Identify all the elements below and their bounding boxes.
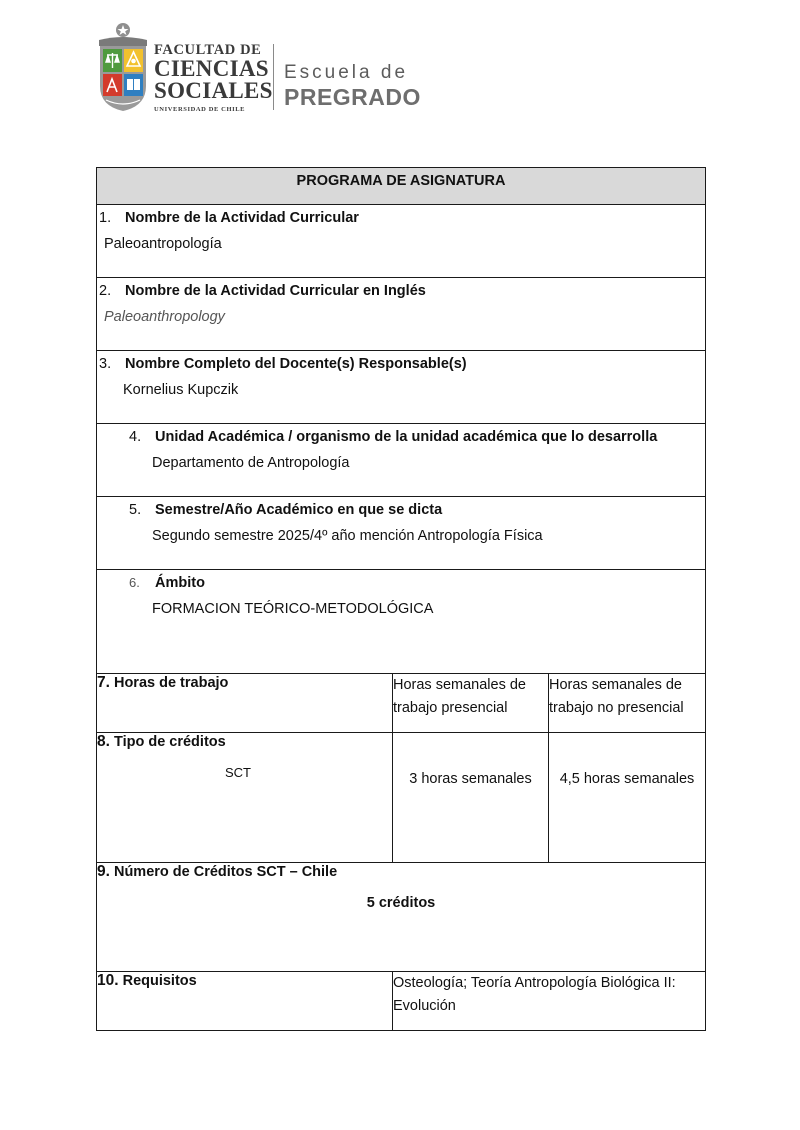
section-cell-4 — [97, 424, 706, 497]
horas-label: Horas de trabajo — [113, 675, 229, 691]
section-cell-6 — [97, 570, 706, 674]
requisitos-value: Osteología; Teoría Antropología Biológica II: Evolución — [393, 972, 706, 1031]
form-title-cell — [97, 168, 706, 205]
section-row-6 — [97, 570, 706, 674]
creditos-presencial-value: 3 horas semanales — [393, 733, 549, 863]
section-value: Kornelius Kupczik — [123, 382, 239, 398]
creditos-number: 8. — [97, 733, 110, 750]
numero-creditos-cell — [97, 863, 706, 972]
section-row-2 — [97, 278, 706, 351]
section-value: Segundo semestre 2025/4º año mención Antropología Física — [152, 528, 543, 544]
horas-presencial-header: Horas semanales de trabajo presencial — [393, 674, 549, 733]
creditos-label: Tipo de créditos — [113, 734, 226, 750]
section-cell-5 — [97, 497, 706, 570]
section-cell-3 — [97, 351, 706, 424]
creditos-row — [97, 733, 706, 863]
faculty-line1: FACULTAD DE — [154, 42, 262, 58]
section-label: Nombre de la Actividad Curricular — [125, 210, 359, 226]
numero-creditos-row — [97, 863, 706, 972]
section-label: Unidad Académica / organismo de la unidad académica que lo desarrolla — [155, 429, 658, 445]
requisitos-label: Requisitos — [122, 973, 197, 989]
horas-label-cell — [97, 674, 393, 733]
section-number: 1. — [99, 210, 112, 226]
faculty-line2: CIENCIAS — [154, 56, 269, 81]
form-title-row — [97, 168, 706, 205]
faculty-line3: SOCIALES — [154, 78, 273, 103]
section-label: Nombre de la Actividad Curricular en Inglés — [125, 283, 426, 299]
creditos-label-cell — [97, 733, 393, 863]
section-row-3 — [97, 351, 706, 424]
requisitos-row — [97, 972, 706, 1031]
faculty-crest-logo — [96, 22, 150, 112]
page-header — [96, 22, 436, 114]
header-divider — [273, 44, 274, 110]
faculty-line4: UNIVERSIDAD DE CHILE — [154, 106, 246, 113]
school-line2: PREGRADO — [284, 84, 421, 110]
program-form-table — [96, 167, 706, 1031]
requisitos-number: 10. — [97, 972, 119, 989]
creditos-type-value: SCT — [225, 765, 251, 780]
section-label: Ámbito — [155, 575, 205, 591]
section-cell-1 — [97, 205, 706, 278]
section-number: 4. — [129, 429, 142, 445]
horas-no-presencial-header: Horas semanales de trabajo no presencial — [549, 674, 706, 733]
form-title: PROGRAMA DE ASIGNATURA — [296, 173, 506, 189]
section-label: Semestre/Año Académico en que se dicta — [155, 502, 443, 518]
section-row-5 — [97, 497, 706, 570]
school-line1: Escuela de — [284, 62, 409, 83]
numero-creditos-value: 5 créditos — [366, 895, 436, 911]
section-number: 5. — [129, 502, 142, 518]
section-number: 6. — [129, 575, 140, 590]
section-value: FORMACION TEÓRICO-METODOLÓGICA — [152, 601, 434, 617]
section-number: 3. — [99, 356, 112, 372]
section-value: Paleoantropología — [104, 236, 222, 252]
section-value: Departamento de Antropología — [152, 455, 350, 471]
section-row-1 — [97, 205, 706, 278]
horas-number: 7. — [97, 674, 110, 691]
section-cell-2 — [97, 278, 706, 351]
section-number: 2. — [99, 283, 112, 299]
section-row-4 — [97, 424, 706, 497]
numero-creditos-number: 9. — [97, 863, 110, 880]
horas-row — [97, 674, 706, 733]
numero-creditos-label: Número de Créditos SCT – Chile — [113, 864, 338, 880]
section-value: Paleoanthropology — [104, 309, 225, 325]
section-label: Nombre Completo del Docente(s) Responsable(s) — [125, 356, 467, 372]
requisitos-label-cell — [97, 972, 393, 1031]
creditos-no-presencial-value: 4,5 horas semanales — [549, 733, 706, 863]
